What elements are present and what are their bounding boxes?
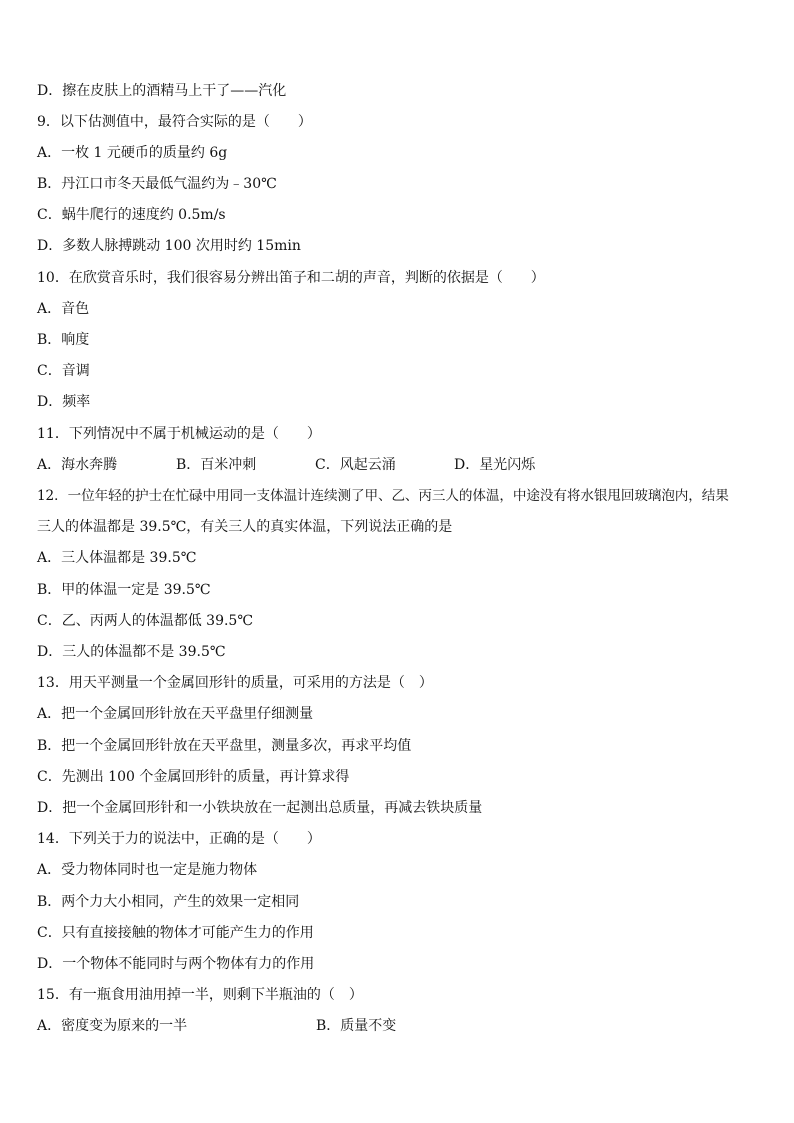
question-9: 9．以下估测值中，最符合实际的是（ ）: [37, 114, 312, 130]
question-9-option-d: D．多数人脉搏跳动 100 次用时约 15min: [37, 238, 301, 254]
question-12-option-a: A．三人体温都是 39.5℃: [37, 550, 197, 566]
question-15-option-a: A．密度变为原来的一半: [37, 1018, 188, 1034]
question-13-option-d: D．把一个金属回形针和一小铁块放在一起测出总质量，再减去铁块质量: [37, 800, 483, 816]
question-13-option-c: C．先测出 100 个金属回形针的质量，再计算求得: [37, 769, 350, 785]
question-12-option-b: B．甲的体温一定是 39.5℃: [37, 582, 211, 598]
question-13: 13．用天平测量一个金属回形针的质量，可采用的方法是（ ）: [37, 675, 433, 691]
question-12-option-d: D．三人的体温都不是 39.5℃: [37, 644, 226, 660]
question-14: 14．下列关于力的说法中，正确的是（ ）: [37, 831, 321, 847]
question-14-option-b: B．两个力大小相同，产生的效果一定相同: [37, 894, 300, 910]
question-10-option-a: A．音色: [37, 301, 90, 317]
question-9-option-a: A．一枚 1 元硬币的质量约 6g: [37, 145, 228, 161]
question-11-option-c: C．风起云涌: [315, 457, 396, 473]
question-9-option-b: B．丹江口市冬天最低气温约为﹣30℃: [37, 176, 277, 192]
question-10-option-d: D．频率: [37, 394, 91, 410]
question-10: 10．在欣赏音乐时，我们很容易分辨出笛子和二胡的声音，判断的依据是（ ）: [37, 270, 545, 286]
question-10-option-c: C．音调: [37, 363, 90, 379]
question-10-option-b: B．响度: [37, 332, 90, 348]
question-14-option-a: A．受力物体同时也一定是施力物体: [37, 862, 258, 878]
question-15-option-b: B．质量不变: [316, 1018, 397, 1034]
question-13-option-b: B．把一个金属回形针放在天平盘里，测量多次，再求平均值: [37, 738, 412, 754]
question-14-option-d: D．一个物体不能同时与两个物体有力的作用: [37, 956, 315, 972]
question-9-option-c: C．蜗牛爬行的速度约 0.5m/s: [37, 207, 226, 223]
question-11-option-d: D．星光闪烁: [454, 457, 536, 473]
question-11-option-b: B．百米冲刺: [176, 457, 257, 473]
question-13-option-a: A．把一个金属回形针放在天平盘里仔细测量: [37, 706, 314, 722]
question-14-option-c: C．只有直接接触的物体才可能产生力的作用: [37, 925, 314, 941]
question-12: 12．一位年轻的护士在忙碌中用同一支体温计连续测了甲、乙、丙三人的体温，中途没有将水银甩回玻璃泡内，结果: [37, 488, 729, 504]
question-11-option-a: A．海水奔腾: [37, 457, 118, 473]
question-12-option-c: C．乙、丙两人的体温都低 39.5℃: [37, 613, 253, 629]
option-d-text: D．擦在皮肤上的酒精马上干了——汽化: [37, 83, 287, 99]
question-15: 15．有一瓶食用油用掉一半，则剩下半瓶油的（ ）: [37, 987, 363, 1003]
question-11: 11．下列情况中不属于机械运动的是（ ）: [37, 426, 321, 442]
question-12-continued: 三人的体温都是 39.5℃，有关三人的真实体温，下列说法正确的是: [37, 519, 453, 535]
